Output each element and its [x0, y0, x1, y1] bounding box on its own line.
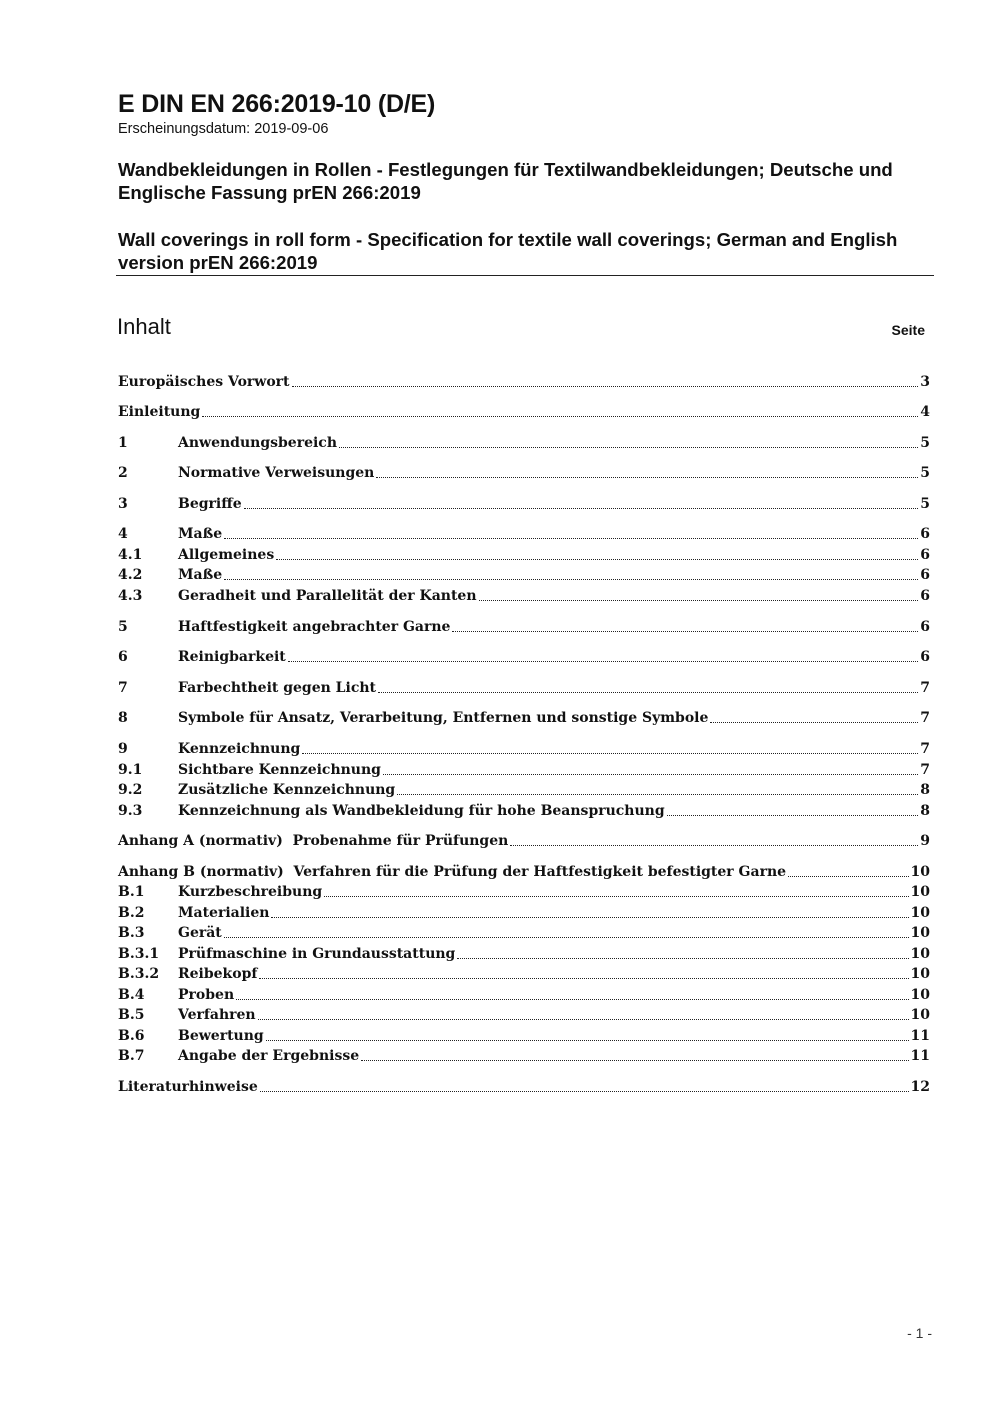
toc-entry-label: Anhang B (normativ) Verfahren für die Prüfung der Haftfestigkeit befestigter Garne — [118, 864, 787, 880]
toc-entry-number: 4 — [118, 526, 128, 542]
toc-entry-label: Bewertung — [178, 1028, 264, 1044]
toc-entry-label: Farbechtheit gegen Licht — [178, 680, 377, 696]
toc-dot-leader — [383, 773, 918, 775]
toc-dot-leader — [302, 752, 918, 754]
toc-dot-leader — [288, 660, 918, 662]
toc-entry-page: 9 — [920, 833, 930, 849]
toc-entry-page: 7 — [920, 762, 930, 778]
toc-entry-page: 10 — [910, 1007, 930, 1023]
toc-entry-page: 6 — [920, 526, 930, 542]
toc-dot-leader — [452, 630, 918, 632]
toc-entry-page: 6 — [920, 649, 930, 665]
toc-entry-label: Reinigbarkeit — [178, 649, 286, 665]
toc-entry[interactable] — [118, 985, 930, 1005]
toc-entry[interactable] — [118, 862, 930, 882]
toc-dot-leader — [361, 1059, 908, 1061]
toc-entry-page: 7 — [920, 741, 930, 757]
toc-entry-label: Prüfmaschine in Grundausstattung — [178, 946, 456, 962]
title-english: Wall coverings in roll form - Specification for textile wall coverings; German and English version prEN 266:2019 — [118, 229, 898, 273]
toc-entry-number: 5 — [118, 619, 128, 635]
toc-entry-page: 8 — [920, 803, 930, 819]
toc-page-column-label: Seite — [891, 322, 925, 338]
toc-entry-label: Einleitung — [118, 404, 201, 420]
toc-entry-label: Reibekopf — [178, 966, 258, 982]
toc-entry-label: Maße — [178, 567, 223, 583]
toc-entry-page: 11 — [910, 1028, 930, 1044]
toc-entry[interactable] — [118, 801, 930, 821]
toc-dot-leader — [376, 476, 918, 478]
toc-entry-number: B.1 — [118, 884, 145, 900]
toc-dot-leader — [258, 1018, 909, 1020]
toc-entry-number: B.5 — [118, 1007, 145, 1023]
toc-entry-number: 9.1 — [118, 762, 143, 778]
toc-entry-label: Geradheit und Parallelität der Kanten — [178, 588, 477, 604]
toc-entry-number: 4.1 — [118, 547, 143, 563]
toc-entry-label: Allgemeines — [178, 547, 275, 563]
toc-dot-leader — [202, 415, 918, 417]
toc-entry-page: 10 — [910, 987, 930, 1003]
toc-entry-page: 5 — [920, 496, 930, 512]
toc-dot-leader — [224, 936, 909, 938]
toc-entry[interactable] — [118, 1026, 930, 1046]
toc-entry-number: B.4 — [118, 987, 145, 1003]
toc-entry[interactable] — [118, 463, 930, 483]
toc-entry-number: 8 — [118, 710, 128, 726]
toc-entry-page: 10 — [910, 946, 930, 962]
toc-entry-number: B.3.1 — [118, 946, 160, 962]
toc-entry[interactable] — [118, 524, 930, 544]
toc-entry-number: 9.2 — [118, 782, 143, 798]
toc-entry-label: Kennzeichnung als Wandbekleidung für hohe Beanspruchung — [178, 803, 665, 819]
toc-entry[interactable] — [118, 964, 930, 984]
toc-dot-leader — [292, 385, 919, 387]
toc-dot-leader — [224, 537, 918, 539]
toc-entry-number: B.7 — [118, 1048, 145, 1064]
toc-entry[interactable] — [118, 739, 930, 759]
toc-dot-leader — [244, 507, 919, 509]
toc-entry-page: 7 — [920, 680, 930, 696]
toc-entry-label: Begriffe — [178, 496, 242, 512]
toc-dot-leader — [710, 721, 918, 723]
toc-entry-label: Anhang A (normativ) Probenahme für Prüfungen — [118, 833, 509, 849]
toc-entry-page: 5 — [920, 435, 930, 451]
toc-entry-number: B.3 — [118, 925, 145, 941]
toc-dot-leader — [266, 1039, 909, 1041]
toc-entry-number: 6 — [118, 649, 128, 665]
toc-entry-label: Haftfestigkeit angebrachter Garne — [178, 619, 451, 635]
toc-entry[interactable] — [118, 1077, 930, 1097]
toc-dot-leader — [667, 814, 919, 816]
toc-entry[interactable] — [118, 944, 930, 964]
toc-entry-number: 3 — [118, 496, 128, 512]
toc-entry-number: 7 — [118, 680, 128, 696]
toc-entry-page: 10 — [910, 905, 930, 921]
toc-entry-label: Materialien — [178, 905, 270, 921]
toc-entry-label: Anwendungsbereich — [178, 435, 337, 451]
toc-entry-number: 4.2 — [118, 567, 143, 583]
toc-entry-page: 10 — [910, 925, 930, 941]
toc-entry[interactable] — [118, 923, 930, 943]
toc-entry-page: 4 — [920, 404, 930, 420]
toc-entry[interactable] — [118, 1005, 930, 1025]
toc-dot-leader — [378, 691, 918, 693]
toc-entry-number: 1 — [118, 435, 128, 451]
toc-entry-page: 6 — [920, 547, 930, 563]
toc-entry-page: 8 — [920, 782, 930, 798]
toc-entry[interactable] — [118, 760, 930, 780]
toc-dot-leader — [510, 844, 918, 846]
toc-entry-page: 10 — [910, 884, 930, 900]
toc-entry-label: Normative Verweisungen — [178, 465, 375, 481]
toc-entry[interactable] — [118, 708, 930, 728]
toc-entry-page: 6 — [920, 619, 930, 635]
toc-entry[interactable] — [118, 617, 930, 637]
toc-entry-label: Symbole für Ansatz, Verarbeitung, Entfernen und sonstige Symbole — [178, 710, 709, 726]
toc-dot-leader — [324, 895, 908, 897]
toc-entry-number: B.6 — [118, 1028, 145, 1044]
toc-entry[interactable] — [118, 882, 930, 902]
toc-dot-leader — [479, 599, 919, 601]
toc-entry-page: 5 — [920, 465, 930, 481]
toc-entry-label: Europäisches Vorwort — [118, 374, 290, 390]
toc-entry[interactable] — [118, 1046, 930, 1066]
toc-entry[interactable] — [118, 545, 930, 565]
toc-heading: Inhalt — [117, 314, 171, 339]
toc-entry-number: 4.3 — [118, 588, 143, 604]
toc-entry[interactable] — [118, 903, 930, 923]
toc-entry-page: 10 — [910, 864, 930, 880]
toc-dot-leader — [224, 578, 918, 580]
document-number: E DIN EN 266:2019-10 (D/E) — [118, 90, 436, 118]
toc-dot-leader — [259, 977, 908, 979]
toc-entry-page: 3 — [920, 374, 930, 390]
toc-entry[interactable] — [118, 586, 930, 606]
toc-dot-leader — [788, 875, 908, 877]
toc-entry-label: Gerät — [178, 925, 222, 941]
table-of-contents — [118, 0, 930, 1403]
publication-date: Erscheinungsdatum: 2019-09-06 — [118, 121, 329, 137]
toc-entry-page: 6 — [920, 567, 930, 583]
toc-entry[interactable] — [118, 402, 930, 422]
toc-entry-page: 7 — [920, 710, 930, 726]
toc-entry-number: B.2 — [118, 905, 145, 921]
toc-entry[interactable] — [118, 780, 930, 800]
toc-entry[interactable] — [118, 831, 930, 851]
toc-entry-label: Maße — [178, 526, 223, 542]
toc-entry-label: Angabe der Ergebnisse — [178, 1048, 360, 1064]
toc-entry-page: 10 — [910, 966, 930, 982]
toc-entry-page: 11 — [910, 1048, 930, 1064]
toc-entry[interactable] — [118, 494, 930, 514]
toc-entry-number: B.3.2 — [118, 966, 160, 982]
toc-dot-leader — [397, 793, 918, 795]
toc-dot-leader — [260, 1090, 909, 1092]
toc-dot-leader — [339, 446, 918, 448]
footer-page-number: - 1 - — [907, 1325, 932, 1341]
toc-entry[interactable] — [118, 433, 930, 453]
toc-dot-leader — [271, 916, 908, 918]
title-german: Wandbekleidungen in Rollen - Festlegungen für Textilwandbekleidungen; Deutsche und Englische Fassung prEN 266:2019 — [118, 159, 893, 203]
toc-entry[interactable] — [118, 372, 930, 392]
toc-entry-page: 12 — [910, 1079, 930, 1095]
toc-entry-label: Verfahren — [178, 1007, 256, 1023]
toc-entry-label: Kurzbeschreibung — [178, 884, 323, 900]
toc-dot-leader — [236, 998, 908, 1000]
toc-entry[interactable] — [118, 565, 930, 585]
toc-entry-label: Zusätzliche Kennzeichnung — [178, 782, 396, 798]
toc-dot-leader — [276, 558, 918, 560]
toc-dot-leader — [457, 957, 908, 959]
toc-entry-number: 9.3 — [118, 803, 143, 819]
toc-entry-label: Sichtbare Kennzeichnung — [178, 762, 381, 778]
toc-entry-label: Proben — [178, 987, 235, 1003]
toc-entry[interactable] — [118, 647, 930, 667]
toc-entry-number: 2 — [118, 465, 128, 481]
toc-entry[interactable] — [118, 678, 930, 698]
toc-entry-label: Literaturhinweise — [118, 1079, 258, 1095]
toc-entry-label: Kennzeichnung — [178, 741, 301, 757]
toc-entry-number: 9 — [118, 741, 128, 757]
toc-entry-page: 6 — [920, 588, 930, 604]
